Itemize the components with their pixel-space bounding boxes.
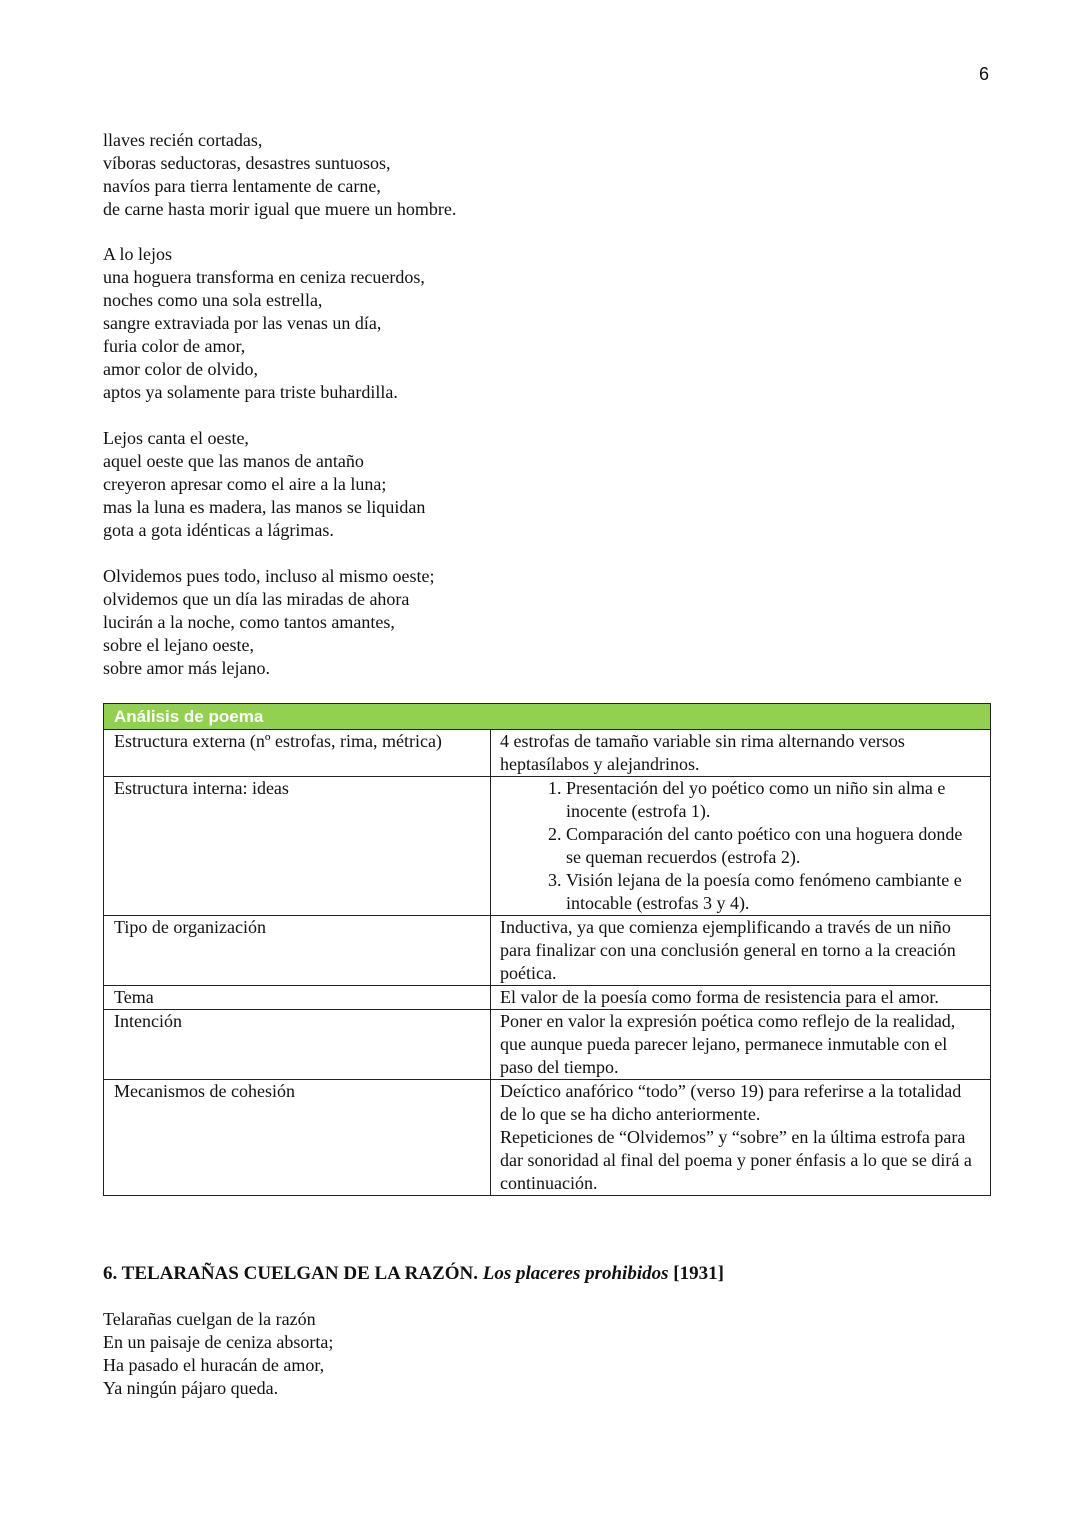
verse: gota a gota idénticas a lágrimas. [103,520,334,540]
poem-stanza [103,129,456,221]
verse: olvidemos que un día las miradas de ahora [103,589,410,609]
row-value: 4 estrofas de tamaño variable sin rima alternando versos heptasílabos y alejandrinos. [491,730,991,777]
poem-analysis-table [103,703,991,1196]
poem-stanza [103,565,434,680]
table-row [104,730,991,777]
row-value [491,777,991,916]
idea-item: 1. Presentación del yo poético como un niño sin alma e inocente (estrofa 1). [566,777,980,823]
verse: A lo lejos [103,244,173,264]
row-value: Poner en valor la expresión poética como reflejo de la realidad, que aunque pueda parecer lejano, permanece inmutable con el paso del tiempo. [491,1010,991,1080]
row-label: Estructura externa (nº estrofas, rima, métrica) [104,730,491,777]
table-row [104,1080,991,1196]
table-header: Análisis de poema [104,704,991,730]
section-heading [103,1263,724,1285]
book-title: Los placeres prohibidos [482,1263,669,1284]
verse: amor color de olvido, [103,359,258,379]
cohesion-1: Deíctico anafórico “todo” (verso 19) para referirse a la totalidad de lo que se ha dicho anteriormente. [500,1081,962,1124]
verse: Ya ningún pájaro queda. [103,1378,279,1398]
row-label: Intención [104,1010,491,1080]
cohesion-2: Repeticiones de “Olvidemos” y “sobre” en la última estrofa para dar sonoridad al final del poema y poner énfasis a lo que se dirá a continuación. [500,1127,972,1193]
verse: Ha pasado el huracán de amor, [103,1355,325,1375]
verse: En un paisaje de ceniza absorta; [103,1332,334,1352]
table-row [104,1010,991,1080]
row-value [491,1080,991,1196]
verse: sobre amor más lejano. [103,658,270,678]
verse: una hoguera transforma en ceniza recuerdos, [103,267,425,287]
section-title: 6. TELARAÑAS CUELGAN DE LA RAZÓN. [103,1263,478,1284]
idea-item: 2. Comparación del canto poético con una hoguera donde se queman recuerdos (estrofa 2). [566,823,980,869]
row-label: Tipo de organización [104,916,491,986]
row-label: Mecanismos de cohesión [104,1080,491,1196]
verse: llaves recién cortadas, [103,130,263,150]
table-row [104,916,991,986]
verse: navíos para tierra lentamente de carne, [103,176,381,196]
page-number: 6 [979,64,990,84]
verse: sangre extraviada por las venas un día, [103,313,382,333]
verse: creyeron apresar como el aire a la luna; [103,474,387,494]
verse: mas la luna es madera, las manos se liquidan [103,497,426,517]
verse: sobre el lejano oeste, [103,635,254,655]
table-row [104,986,991,1010]
verse: Lejos canta el oeste, [103,428,249,448]
row-value: El valor de la poesía como forma de resistencia para el amor. [491,986,991,1010]
year: [1931] [673,1263,724,1284]
verse: furia color de amor, [103,336,246,356]
idea-item: 3. Visión lejana de la poesía como fenómeno cambiante e intocable (estrofas 3 y 4). [566,869,980,915]
table-row [104,777,991,916]
poem-stanza [103,427,425,542]
verse: noches como una sola estrella, [103,290,323,310]
verse: Telarañas cuelgan de la razón [103,1309,316,1329]
poem-stanza [103,243,425,404]
verse: víboras seductoras, desastres suntuosos, [103,153,391,173]
verse: de carne hasta morir igual que muere un hombre. [103,199,457,219]
row-label: Tema [104,986,491,1010]
verse: aptos ya solamente para triste buhardilla. [103,382,398,402]
verse: Olvidemos pues todo, incluso al mismo oeste; [103,566,435,586]
row-label: Estructura interna: ideas [104,777,491,916]
verse: aquel oeste que las manos de antaño [103,451,364,471]
poem-stanza [103,1308,333,1400]
row-value: Inductiva, ya que comienza ejemplificando a través de un niño para finalizar con una conclusión general en torno a la creación poética. [491,916,991,986]
verse: lucirán a la noche, como tantos amantes, [103,612,395,632]
